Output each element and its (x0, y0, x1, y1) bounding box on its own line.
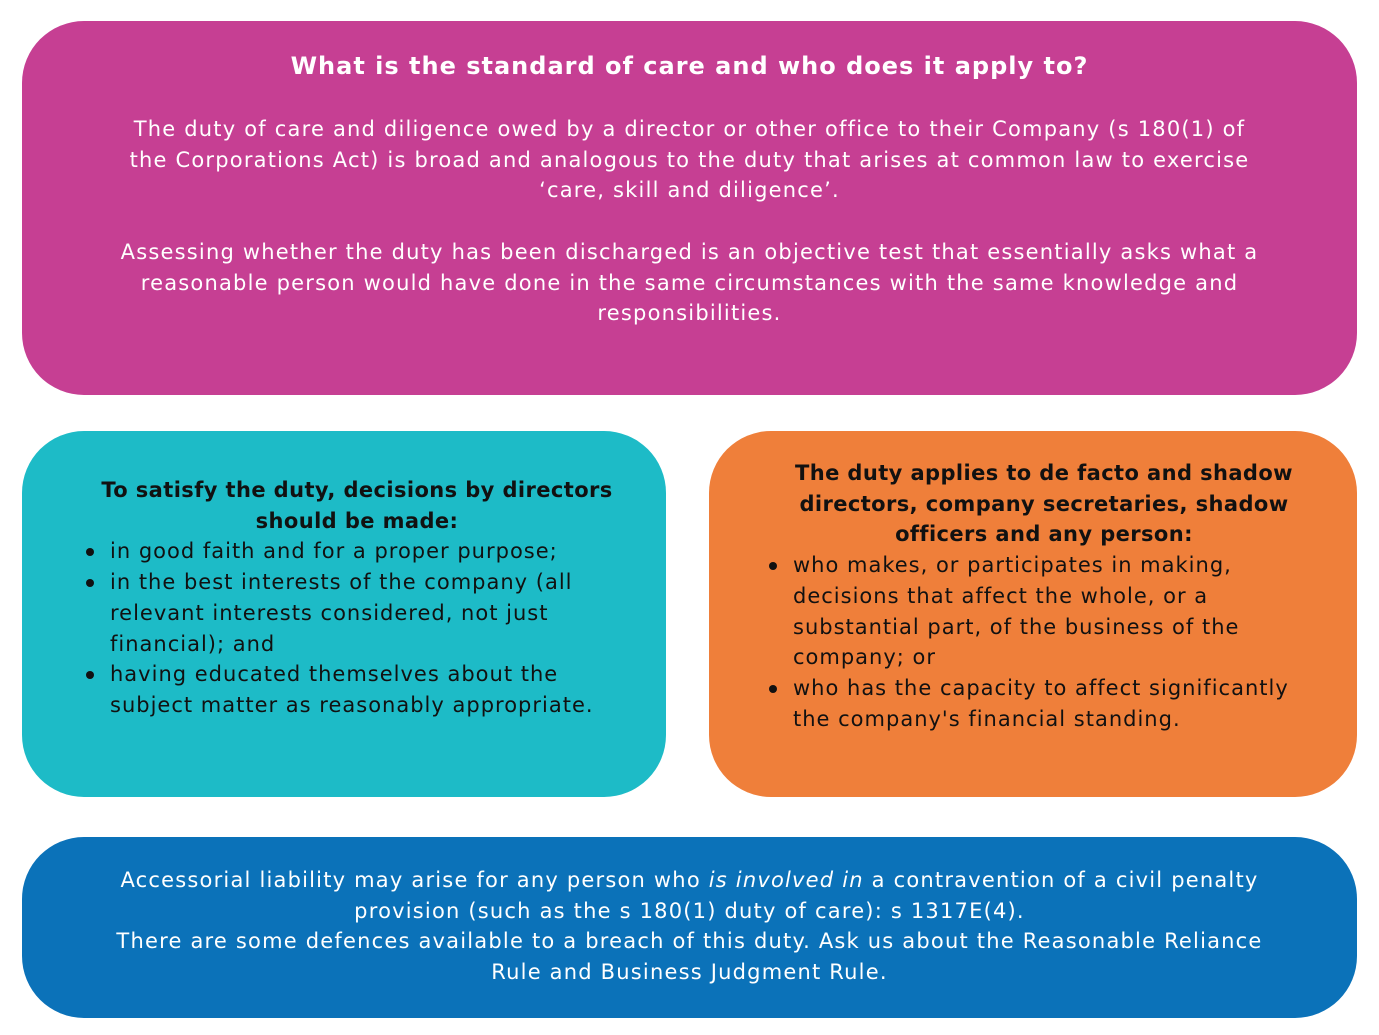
list-item-text: who makes, or participates in making, decisions that affect the whole, or a substantial part, of the business of the company; or (793, 553, 1240, 670)
bullet-icon (86, 671, 94, 679)
liability-text-end: a contravention of a civil penalty provision (such as the s 180(1) duty of care): s 1317E(4). (354, 868, 1259, 923)
list-item (765, 550, 1323, 673)
list-item-text: in good faith and for a proper purpose; (110, 539, 558, 564)
list-item (82, 567, 632, 659)
bullet-icon (86, 579, 94, 587)
liability-text-start: Accessorial liability may arise for any person who (120, 868, 709, 892)
bullet-icon (769, 562, 777, 570)
satisfy-duty-heading: To satisfy the duty, decisions by directors should be made: (101, 478, 613, 533)
defences-text: There are some defences available to a breach of this duty. Ask us about the Reasonable Reliance Rule and Business Judgment Rule. (116, 929, 1263, 985)
duty-applies-panel (709, 431, 1357, 797)
panel-title: What is the standard of care and who does it apply to? (290, 52, 1089, 80)
objective-test-paragraph: Assessing whether the duty has been discharged is an objective test that essentially asks what a reasonable person would have done in the same circumstances with the same knowledge and responsibilities. (120, 239, 1259, 326)
list-item-text: having educated themselves about the subject matter as reasonably appropriate. (110, 662, 594, 717)
list-item-text: in the best interests of the company (all relevant interests considered, not just financial); and (110, 570, 573, 656)
duty-applies-list (765, 550, 1323, 734)
list-item-text: who has the capacity to affect significantly the company's financial standing. (793, 675, 1289, 731)
duty-applies-heading: The duty applies to de facto and shadow directors, company secretaries, shadow officers and any person: (795, 461, 1293, 547)
bullet-icon (86, 548, 94, 556)
duty-description-paragraph: The duty of care and diligence owed by a director or other office to their Company (s 180(1) of the Corporations Act) is broad and analogous to the duty that arises at common law to exercise ‘care, skill and diligence’. (129, 117, 1250, 203)
accessorial-liability-panel (22, 837, 1357, 1018)
satisfy-duty-list (82, 536, 632, 720)
list-item (82, 659, 632, 720)
satisfy-duty-panel (22, 431, 666, 797)
standard-of-care-panel (22, 21, 1357, 395)
bullet-icon (769, 685, 777, 693)
involved-in-emphasis: is involved in (708, 868, 864, 892)
accessorial-liability-text (112, 865, 1267, 926)
list-item (82, 536, 632, 567)
list-item (765, 673, 1323, 734)
